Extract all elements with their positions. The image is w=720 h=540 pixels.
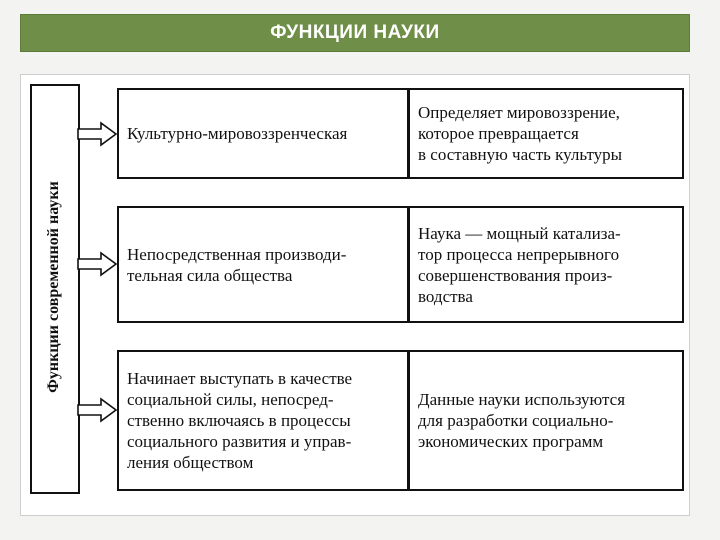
description-text-2: Наука — мощный катализа- тор процесса непрерывного совершенствования произ- водства — [418, 223, 621, 306]
description-text-1: Определяет мировоззрение, которое превращается в составную часть культуры — [418, 103, 623, 164]
side-label: Функции современной науки — [45, 181, 62, 393]
description-box-1 — [408, 88, 684, 179]
function-box-1 — [117, 88, 409, 179]
description-box-2 — [408, 206, 684, 323]
page-title: ФУНКЦИИ НАУКИ — [270, 22, 440, 43]
function-label-1: Культурно-мировоззренческая — [127, 124, 348, 143]
title-bar — [20, 14, 690, 52]
arrow-right-icon — [77, 251, 117, 277]
description-text-3: Данные науки используются для разработки социально- экономических программ — [418, 390, 626, 451]
arrow-right-icon — [77, 121, 117, 147]
function-box-3 — [117, 350, 409, 491]
arrow-right-icon — [77, 397, 117, 423]
function-box-2 — [117, 206, 409, 323]
description-box-3 — [408, 350, 684, 491]
function-label-2: Непосредственная производи- тельная сила общества — [127, 244, 347, 285]
function-label-3: Начинает выступать в качестве социальной силы, непосред- ственно включаясь в процессы социального развития и управ- ления обществом — [127, 369, 353, 472]
